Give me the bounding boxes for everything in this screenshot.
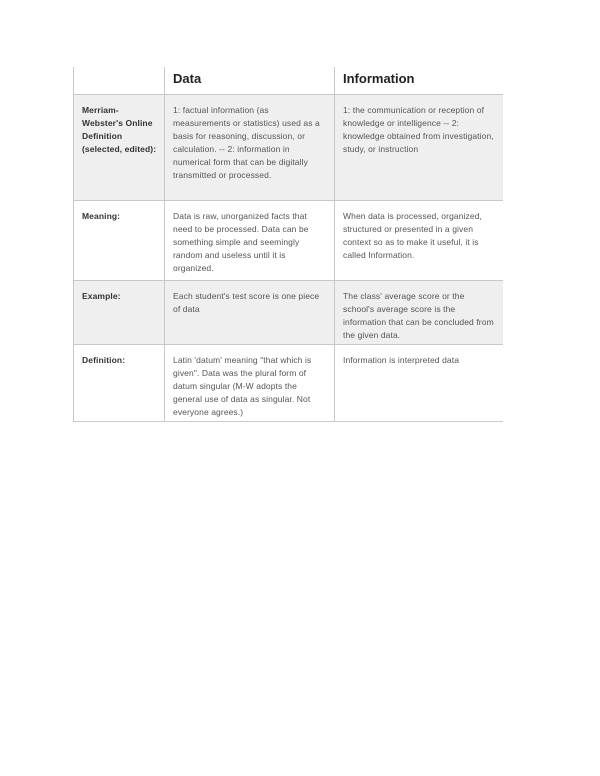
row-label: Definition: xyxy=(74,345,165,422)
header-information: Information xyxy=(335,67,503,95)
data-cell: Each student's test score is one piece of data xyxy=(165,281,335,345)
row-label: Meaning: xyxy=(74,201,165,281)
table-row xyxy=(74,95,503,201)
table-row xyxy=(74,345,503,422)
data-cell: Latin 'datum' meaning "that which is given". Data was the plural form of datum singular (M-W adopts the general use of data as singular. Not everyone agrees.) xyxy=(165,345,335,422)
information-cell: 1: the communication or reception of knowledge or intelligence -- 2: knowledge obtained from investigation, study, or instruction xyxy=(335,95,503,201)
information-cell: When data is processed, organized, structured or presented in a given context so as to make it useful, it is called Information. xyxy=(335,201,503,281)
data-cell: 1: factual information (as measurements or statistics) used as a basis for reasoning, discussion, or calculation. -- 2: information in numerical form that can be digitally transmitted or processed. xyxy=(165,95,335,201)
table-row xyxy=(74,201,503,281)
row-label: Example: xyxy=(74,281,165,345)
data-vs-information-table xyxy=(73,67,503,422)
information-cell: Information is interpreted data xyxy=(335,345,503,422)
data-cell: Data is raw, unorganized facts that need to be processed. Data can be something simple and seemingly random and useless until it is organized. xyxy=(165,201,335,281)
row-label: Merriam-Webster's Online Definition (selected, edited): xyxy=(74,95,165,201)
information-cell: The class' average score or the school's average score is the information that can be concluded from the given data. xyxy=(335,281,503,345)
table-header-row xyxy=(74,67,503,95)
table-row xyxy=(74,281,503,345)
header-empty-cell xyxy=(74,67,165,95)
header-data: Data xyxy=(165,67,335,95)
